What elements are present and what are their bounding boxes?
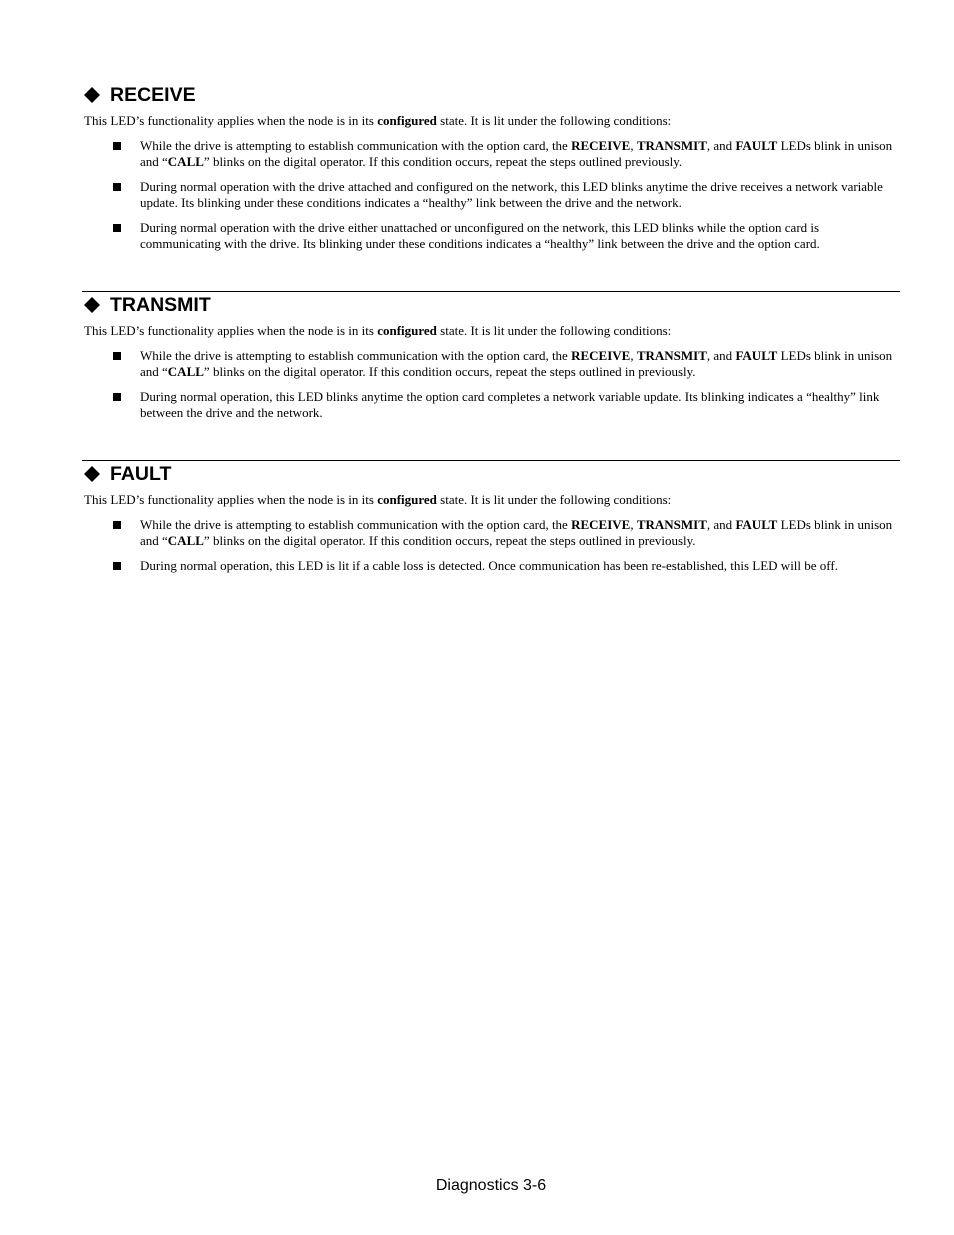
square-bullet-icon (113, 521, 121, 529)
section-transmit (82, 291, 900, 421)
section-title: RECEIVE (110, 83, 196, 106)
section-title: TRANSMIT (110, 293, 211, 316)
section-heading-receive (82, 82, 900, 108)
section-heading-transmit (82, 292, 900, 318)
square-bullet-icon (113, 562, 121, 570)
section-intro: This LED’s functionality applies when the node is in its configured state. It is lit under the following conditions: (84, 113, 672, 128)
diamond-icon (84, 464, 100, 484)
condition-list (82, 517, 900, 574)
list-item: During normal operation, this LED blinks anytime the option card completes a network variable update. Its blinking indicates a “healthy” link between the drive and the network. (82, 389, 900, 421)
list-item: While the drive is attempting to establish communication with the option card, the RECEIVE, TRANSMIT, and FAULT LEDs blink in unison and “CALL” blinks on the digital operator. If this condition occurs, repeat the steps outlined previously. (82, 138, 900, 170)
list-item: During normal operation with the drive either unattached or unconfigured on the network, this LED blinks while the option card is communicating with the drive. Its blinking under these conditions indicates a “healthy” link between the drive and the option card. (82, 220, 900, 252)
square-bullet-icon (113, 393, 121, 401)
diamond-icon (84, 295, 100, 315)
condition-list (82, 348, 900, 421)
section-receive (82, 82, 900, 252)
section-intro: This LED’s functionality applies when the node is in its configured state. It is lit under the following conditions: (84, 323, 672, 338)
list-item: While the drive is attempting to establish communication with the option card, the RECEIVE, TRANSMIT, and FAULT LEDs blink in unison and “CALL” blinks on the digital operator. If this condition occurs, repeat the steps outlined in previously. (82, 348, 900, 380)
diamond-icon (84, 85, 100, 105)
square-bullet-icon (113, 183, 121, 191)
condition-list (82, 138, 900, 252)
list-item: While the drive is attempting to establish communication with the option card, the RECEIVE, TRANSMIT, and FAULT LEDs blink in unison and “CALL” blinks on the digital operator. If this condition occurs, repeat the steps outlined in previously. (82, 517, 900, 549)
square-bullet-icon (113, 142, 121, 150)
section-title: FAULT (110, 462, 172, 485)
page-footer: Diagnostics 3-6 (435, 1177, 547, 1194)
list-item: During normal operation, this LED is lit if a cable loss is detected. Once communication has been re-established, this LED will be off. (82, 558, 900, 574)
square-bullet-icon (113, 352, 121, 360)
square-bullet-icon (113, 224, 121, 232)
section-intro: This LED’s functionality applies when the node is in its configured state. It is lit under the following conditions: (84, 492, 672, 507)
section-heading-fault (82, 461, 900, 487)
section-fault (82, 460, 900, 574)
list-item: During normal operation with the drive attached and configured on the network, this LED blinks anytime the drive receives a network variable update. Its blinking under these conditions indicates a “healthy” link between the drive and the network. (82, 179, 900, 211)
